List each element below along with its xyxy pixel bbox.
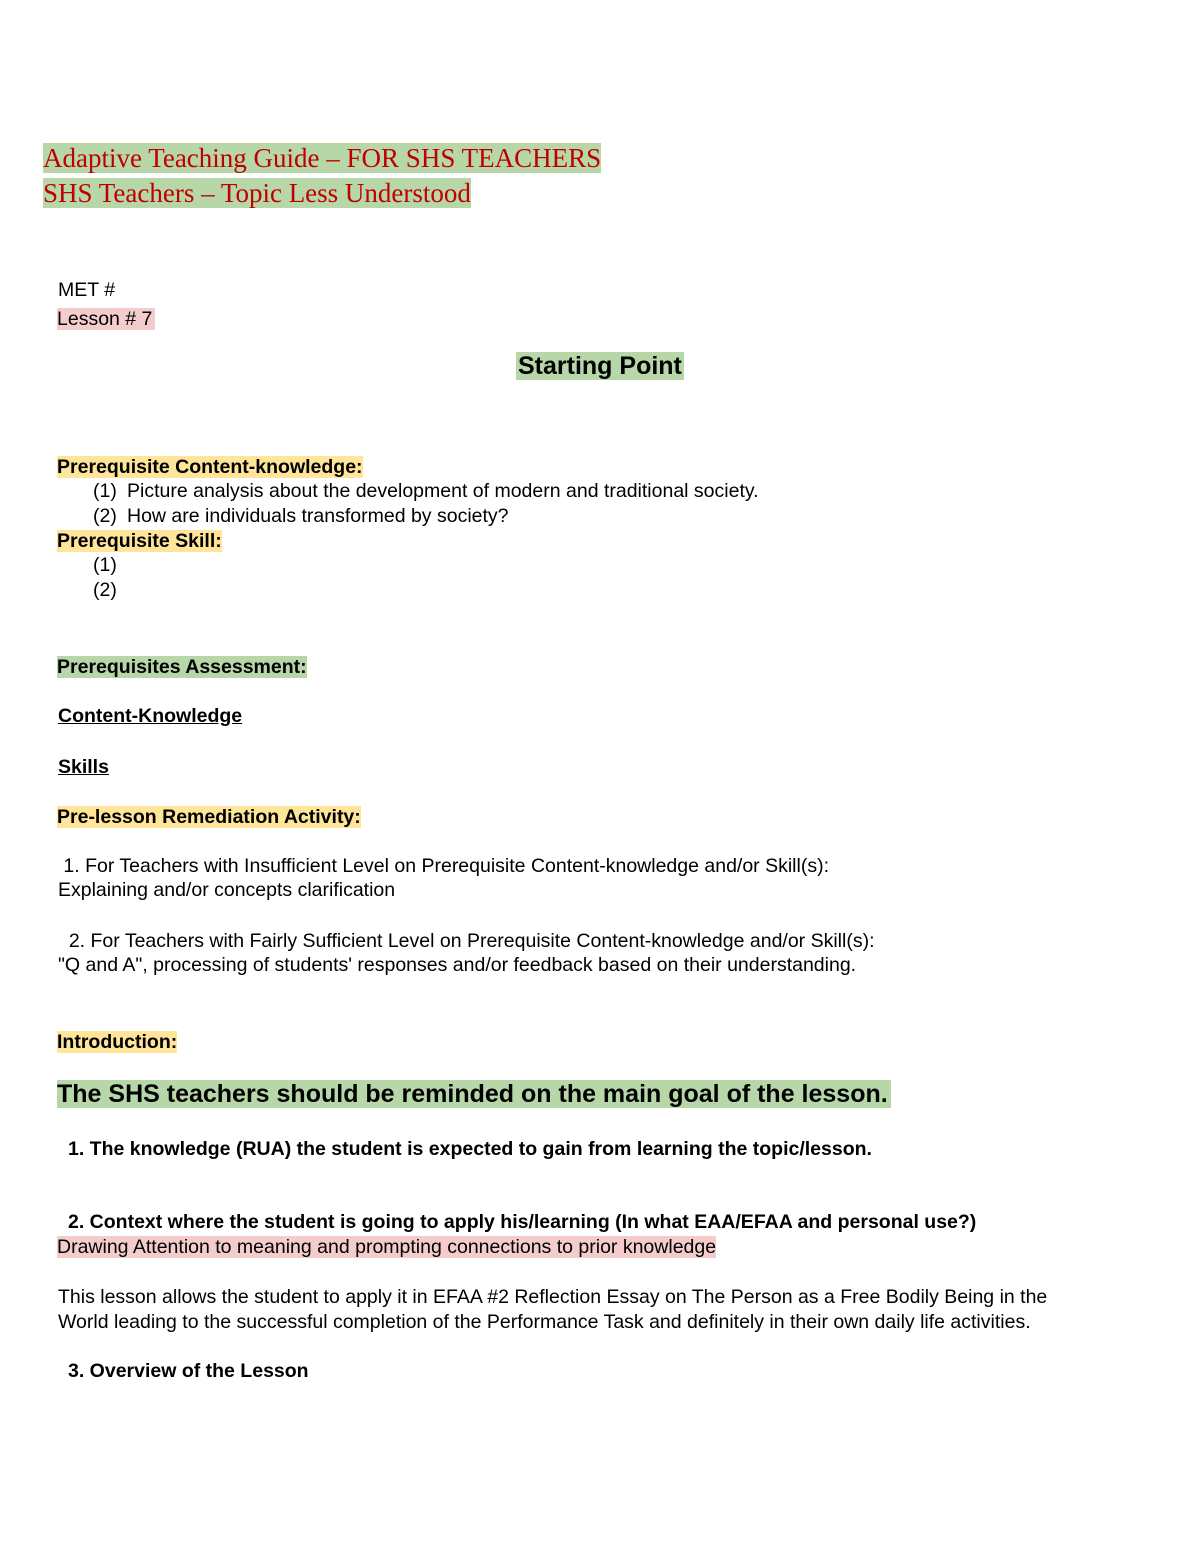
assessment-heading: Prerequisites Assessment: (57, 656, 307, 678)
intro-point-2: 2. Context where the student is going to apply his/learning (In what EAA/EFAA and personal use?) (68, 1211, 977, 1233)
starting-point-heading: Starting Point (518, 352, 682, 380)
title-line-1: Adaptive Teaching Guide – FOR SHS TEACHERS (43, 143, 602, 173)
skills-label: Skills (58, 756, 109, 778)
intro-point-3: 3. Overview of the Lesson (68, 1360, 309, 1382)
met-label: MET # (58, 279, 116, 301)
content-knowledge-label: Content-Knowledge (58, 705, 243, 727)
remediation-item-1: 1. For Teachers with Insufficient Level on Prerequisite Content-knowledge and/or Skill(s): (58, 855, 830, 877)
remediation-item-2-detail: "Q and A", processing of students' responses and/or feedback based on their understanding. (58, 954, 857, 976)
title-line-2: SHS Teachers – Topic Less Understood (43, 178, 471, 208)
main-goal-heading: The SHS teachers should be reminded on the main goal of the lesson. (57, 1080, 891, 1108)
intro-paragraph-line-2: World leading to the successful completion of the Performance Task and definitely in their own daily life activities. (58, 1311, 1031, 1333)
lesson-number: Lesson # 7 (57, 308, 155, 330)
list-item: (2) How are individuals transformed by society? (93, 505, 509, 527)
list-item: (2) (93, 579, 117, 601)
remediation-item-1-detail: Explaining and/or concepts clarification (58, 879, 396, 901)
document-subtitle (43, 176, 471, 210)
remediation-heading: Pre-lesson Remediation Activity: (57, 806, 361, 828)
list-item: (1) (93, 554, 117, 576)
remediation-item-2: 2. For Teachers with Fairly Sufficient Level on Prerequisite Content-knowledge and/or Skill(s): (58, 930, 875, 952)
introduction-heading: Introduction: (57, 1031, 178, 1053)
document-title (43, 141, 601, 175)
prereq-content-heading: Prerequisite Content-knowledge: (57, 456, 363, 478)
list-item: (1) Picture analysis about the development of modern and traditional society. (93, 480, 759, 502)
prereq-skill-heading: Prerequisite Skill: (57, 530, 222, 552)
intro-paragraph-line-1: This lesson allows the student to apply it in EFAA #2 Reflection Essay on The Person as a Free Bodily Being in the (58, 1286, 1048, 1308)
intro-point-1: 1. The knowledge (RUA) the student is expected to gain from learning the topic/lesson. (68, 1138, 872, 1160)
drawing-attention-note: Drawing Attention to meaning and prompting connections to prior knowledge (57, 1236, 717, 1258)
